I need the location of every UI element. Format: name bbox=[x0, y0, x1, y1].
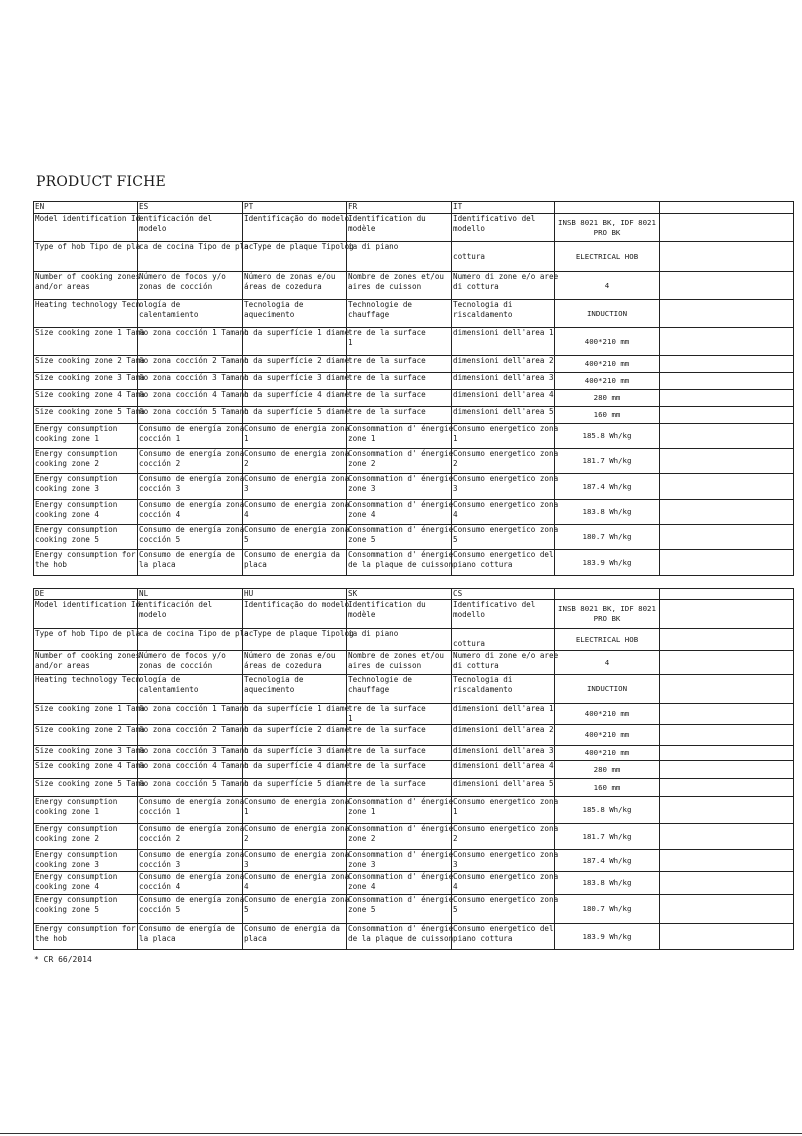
table-row bbox=[34, 424, 794, 449]
label-cell: ño zona cocción 5 Tamanh bbox=[138, 407, 243, 424]
label-cell: Número de zonas e/ou áreas de cozedura bbox=[243, 272, 347, 300]
empty-header-cell bbox=[660, 202, 794, 214]
product-fiche-table-top bbox=[33, 201, 794, 576]
language-header-row bbox=[34, 202, 794, 214]
label-cell: dimensioni dell'area 3 bbox=[452, 746, 555, 761]
empty-cell bbox=[660, 373, 794, 390]
label-cell: Energy consumption cooking zone 4 bbox=[34, 500, 138, 525]
table-row bbox=[34, 850, 794, 872]
table-row bbox=[34, 449, 794, 474]
label-cell: o da superfície 4 diamè bbox=[243, 761, 347, 779]
label-cell: o da superfície 3 diamè bbox=[243, 373, 347, 390]
value-cell: 280 mm bbox=[555, 761, 660, 779]
label-cell: Consumo de energía de la placa bbox=[138, 924, 243, 950]
value-cell: 180.7 Wh/kg bbox=[555, 525, 660, 550]
value-cell: 400*210 mm bbox=[555, 373, 660, 390]
empty-cell bbox=[660, 474, 794, 500]
label-cell: tre de la surface bbox=[347, 761, 452, 779]
label-cell: Heating technology Tecn bbox=[34, 300, 138, 328]
page-bottom-rule bbox=[0, 1133, 802, 1134]
label-cell: ca de cocina Tipo de plac bbox=[138, 629, 243, 651]
value-cell: 160 mm bbox=[555, 779, 660, 797]
label-cell: Size cooking zone 3 Tama bbox=[34, 373, 138, 390]
label-cell: dimensioni dell'area 1 bbox=[452, 704, 555, 725]
label-cell: Number of cooking zones and/or areas bbox=[34, 651, 138, 675]
label-cell: Consommation d' énergie zone 3 bbox=[347, 850, 452, 872]
label-cell: Consumo de energía zona cocción 2 bbox=[138, 449, 243, 474]
label-cell: ño zona cocción 1 Tamanh bbox=[138, 704, 243, 725]
label-cell: Consumo energetico del piano cottura bbox=[452, 924, 555, 950]
label-cell: dimensioni dell'area 2 bbox=[452, 356, 555, 373]
table-row bbox=[34, 474, 794, 500]
label-cell: Consumo energetico zona 5 bbox=[452, 525, 555, 550]
label-cell: dimensioni dell'area 4 bbox=[452, 390, 555, 407]
label-cell: Heating technology Tecn bbox=[34, 675, 138, 704]
label-cell: Energy consumption cooking zone 1 bbox=[34, 424, 138, 449]
label-cell: Consumo de energia zona 5 bbox=[243, 525, 347, 550]
value-cell: 185.8 Wh/kg bbox=[555, 797, 660, 824]
label-cell: Number of cooking zones and/or areas bbox=[34, 272, 138, 300]
label-cell: Consumo de energia zona 1 bbox=[243, 797, 347, 824]
table-row bbox=[34, 407, 794, 424]
label-cell: Size cooking zone 4 Tama bbox=[34, 390, 138, 407]
table-row bbox=[34, 373, 794, 390]
empty-cell bbox=[660, 761, 794, 779]
label-cell: Consommation d' énergie zone 5 bbox=[347, 525, 452, 550]
label-cell: Tecnologia di riscaldamento bbox=[452, 300, 555, 328]
label-cell: Identificação do modelo bbox=[243, 600, 347, 629]
label-cell: entificación del modelo bbox=[138, 214, 243, 242]
label-cell: ño zona cocción 3 Tamanh bbox=[138, 373, 243, 390]
empty-header-cell bbox=[660, 589, 794, 600]
label-cell: tre de la surface 1 bbox=[347, 704, 452, 725]
empty-cell bbox=[660, 651, 794, 675]
value-cell: 185.8 Wh/kg bbox=[555, 424, 660, 449]
label-cell: dimensioni dell'area 5 bbox=[452, 779, 555, 797]
label-cell: Tecnologia di riscaldamento bbox=[452, 675, 555, 704]
empty-cell bbox=[660, 407, 794, 424]
empty-cell bbox=[660, 725, 794, 746]
value-cell: 4 bbox=[555, 272, 660, 300]
table-row bbox=[34, 390, 794, 407]
label-cell: ca de cocina Tipo de plac bbox=[138, 242, 243, 272]
empty-cell bbox=[660, 214, 794, 242]
empty-header-cell bbox=[555, 202, 660, 214]
empty-cell bbox=[660, 272, 794, 300]
value-cell: 4 bbox=[555, 651, 660, 675]
label-cell: o da superfície 5 diamè bbox=[243, 779, 347, 797]
table-row bbox=[34, 924, 794, 950]
label-cell: ología de calentamiento bbox=[138, 675, 243, 704]
label-cell: Size cooking zone 3 Tama bbox=[34, 746, 138, 761]
empty-cell bbox=[660, 704, 794, 725]
table-row bbox=[34, 525, 794, 550]
label-cell: Energy consumption cooking zone 3 bbox=[34, 850, 138, 872]
label-cell: Número de focos y/o zonas de cocción bbox=[138, 651, 243, 675]
label-cell: Consumo de energia zona 3 bbox=[243, 850, 347, 872]
label-cell: Número de focos y/o zonas de cocción bbox=[138, 272, 243, 300]
empty-cell bbox=[660, 675, 794, 704]
value-cell: 400*210 mm bbox=[555, 725, 660, 746]
table-row bbox=[34, 242, 794, 272]
table-row bbox=[34, 797, 794, 824]
table-row bbox=[34, 746, 794, 761]
label-cell: ño zona cocción 2 Tamanh bbox=[138, 356, 243, 373]
label-cell: tre de la surface bbox=[347, 390, 452, 407]
value-cell: 181.7 Wh/kg bbox=[555, 824, 660, 850]
label-cell: Consumo energetico zona 4 bbox=[452, 500, 555, 525]
label-cell: Consumo de energía zona cocción 3 bbox=[138, 850, 243, 872]
label-cell: a Type de plaque Tipolog bbox=[243, 242, 347, 272]
label-cell: o da superfície 1 diamè bbox=[243, 328, 347, 356]
empty-cell bbox=[660, 850, 794, 872]
table-row bbox=[34, 356, 794, 373]
label-cell: Nombre de zones et/ou aires de cuisson bbox=[347, 651, 452, 675]
empty-cell bbox=[660, 895, 794, 924]
label-cell: Consumo energetico zona 5 bbox=[452, 895, 555, 924]
table-row bbox=[34, 500, 794, 525]
label-cell: Consommation d' énergie zone 4 bbox=[347, 500, 452, 525]
value-cell: INSB 8021 BK, IDF 8021 PRO BK bbox=[555, 214, 660, 242]
table-row bbox=[34, 550, 794, 576]
value-cell: 183.9 Wh/kg bbox=[555, 924, 660, 950]
label-cell: cottura bbox=[452, 242, 555, 272]
label-cell: Consumo de energia zona 4 bbox=[243, 872, 347, 895]
label-cell: Consumo de energía zona cocción 1 bbox=[138, 797, 243, 824]
label-cell: Energy consumption cooking zone 2 bbox=[34, 449, 138, 474]
label-cell: tre de la surface bbox=[347, 779, 452, 797]
empty-cell bbox=[660, 779, 794, 797]
label-cell: Identificativo del modello bbox=[452, 600, 555, 629]
label-cell: Size cooking zone 2 Tama bbox=[34, 725, 138, 746]
label-cell: Consumo energetico zona 1 bbox=[452, 797, 555, 824]
value-cell: 183.8 Wh/kg bbox=[555, 872, 660, 895]
label-cell: Energy consumption for the hob bbox=[34, 924, 138, 950]
language-code: PT bbox=[243, 202, 347, 214]
value-cell: 187.4 Wh/kg bbox=[555, 474, 660, 500]
value-cell: 180.7 Wh/kg bbox=[555, 895, 660, 924]
label-cell: Consumo de energía de la placa bbox=[138, 550, 243, 576]
language-code: IT bbox=[452, 202, 555, 214]
language-code: EN bbox=[34, 202, 138, 214]
label-cell: Energy consumption cooking zone 3 bbox=[34, 474, 138, 500]
empty-cell bbox=[660, 424, 794, 449]
label-cell: tre de la surface bbox=[347, 746, 452, 761]
label-cell: Consumo energetico zona 2 bbox=[452, 449, 555, 474]
value-cell: 187.4 Wh/kg bbox=[555, 850, 660, 872]
label-cell: o da superfície 5 diamè bbox=[243, 407, 347, 424]
value-cell: 160 mm bbox=[555, 407, 660, 424]
empty-cell bbox=[660, 824, 794, 850]
label-cell: Consumo de energia da placa bbox=[243, 550, 347, 576]
empty-cell bbox=[660, 328, 794, 356]
label-cell: dimensioni dell'area 4 bbox=[452, 761, 555, 779]
label-cell: Size cooking zone 5 Tama bbox=[34, 779, 138, 797]
table-row bbox=[34, 214, 794, 242]
label-cell: Consumo de energia zona 2 bbox=[243, 449, 347, 474]
label-cell: ología de calentamiento bbox=[138, 300, 243, 328]
label-cell: Numero di zone e/o aree di cottura bbox=[452, 651, 555, 675]
label-cell: Model identification Id bbox=[34, 214, 138, 242]
table-row bbox=[34, 824, 794, 850]
label-cell: dimensioni dell'area 1 bbox=[452, 328, 555, 356]
label-cell: Consumo de energía zona cocción 4 bbox=[138, 500, 243, 525]
value-cell: INDUCTION bbox=[555, 675, 660, 704]
label-cell: Consumo energetico zona 3 bbox=[452, 474, 555, 500]
label-cell: ño zona cocción 5 Tamanh bbox=[138, 779, 243, 797]
label-cell: tre de la surface 1 bbox=[347, 328, 452, 356]
label-cell: tre de la surface bbox=[347, 725, 452, 746]
label-cell: Identificação do modelo bbox=[243, 214, 347, 242]
label-cell: ia di piano bbox=[347, 629, 452, 651]
label-cell: ia di piano bbox=[347, 242, 452, 272]
label-cell: tre de la surface bbox=[347, 407, 452, 424]
label-cell: Consumo de energía zona cocción 5 bbox=[138, 525, 243, 550]
label-cell: Consumo de energia zona 4 bbox=[243, 500, 347, 525]
value-cell: 183.9 Wh/kg bbox=[555, 550, 660, 576]
table-row bbox=[34, 600, 794, 629]
label-cell: Consumo energetico zona 4 bbox=[452, 872, 555, 895]
label-cell: Technologie de chauffage bbox=[347, 300, 452, 328]
label-cell: Consumo de energía zona cocción 5 bbox=[138, 895, 243, 924]
language-code: ES bbox=[138, 202, 243, 214]
label-cell: Consommation d' énergie de la plaque de cuisson bbox=[347, 550, 452, 576]
label-cell: Size cooking zone 1 Tama bbox=[34, 328, 138, 356]
label-cell: Type of hob Tipo de pla bbox=[34, 242, 138, 272]
value-cell: 400*210 mm bbox=[555, 356, 660, 373]
empty-header-cell bbox=[555, 589, 660, 600]
label-cell: Energy consumption cooking zone 4 bbox=[34, 872, 138, 895]
label-cell: Consumo energetico zona 2 bbox=[452, 824, 555, 850]
empty-cell bbox=[660, 872, 794, 895]
label-cell: o da superfície 1 diamè bbox=[243, 704, 347, 725]
language-code: CS bbox=[452, 589, 555, 600]
label-cell: Consumo de energia zona 1 bbox=[243, 424, 347, 449]
value-cell: 400*210 mm bbox=[555, 746, 660, 761]
table-row bbox=[34, 779, 794, 797]
empty-cell bbox=[660, 525, 794, 550]
label-cell: Consumo energetico zona 1 bbox=[452, 424, 555, 449]
table-row bbox=[34, 761, 794, 779]
label-cell: tre de la surface bbox=[347, 356, 452, 373]
value-cell: ELECTRICAL HOB bbox=[555, 629, 660, 651]
label-cell: Model identification Id bbox=[34, 600, 138, 629]
empty-cell bbox=[660, 356, 794, 373]
product-fiche-table-bottom bbox=[33, 588, 794, 950]
label-cell: o da superfície 4 diamè bbox=[243, 390, 347, 407]
value-cell: 280 mm bbox=[555, 390, 660, 407]
label-cell: Consumo de energía zona cocción 3 bbox=[138, 474, 243, 500]
label-cell: o da superfície 2 diamè bbox=[243, 356, 347, 373]
value-cell: 181.7 Wh/kg bbox=[555, 449, 660, 474]
table-row bbox=[34, 272, 794, 300]
table-row bbox=[34, 895, 794, 924]
table-row bbox=[34, 328, 794, 356]
label-cell: Energy consumption cooking zone 5 bbox=[34, 525, 138, 550]
label-cell: Technologie de chauffage bbox=[347, 675, 452, 704]
label-cell: ño zona cocción 4 Tamanh bbox=[138, 390, 243, 407]
table-row bbox=[34, 872, 794, 895]
label-cell: Identificativo del modello bbox=[452, 214, 555, 242]
value-cell: 183.8 Wh/kg bbox=[555, 500, 660, 525]
label-cell: Consommation d' énergie zone 1 bbox=[347, 424, 452, 449]
label-cell: dimensioni dell'area 5 bbox=[452, 407, 555, 424]
empty-cell bbox=[660, 390, 794, 407]
empty-cell bbox=[660, 550, 794, 576]
label-cell: Consumo de energia zona 5 bbox=[243, 895, 347, 924]
label-cell: ño zona cocción 3 Tamanh bbox=[138, 746, 243, 761]
language-code: SK bbox=[347, 589, 452, 600]
empty-cell bbox=[660, 600, 794, 629]
label-cell: Consommation d' énergie zone 1 bbox=[347, 797, 452, 824]
table-row bbox=[34, 675, 794, 704]
label-cell: Size cooking zone 5 Tama bbox=[34, 407, 138, 424]
label-cell: Consumo de energía zona cocción 4 bbox=[138, 872, 243, 895]
label-cell: Type of hob Tipo de pla bbox=[34, 629, 138, 651]
label-cell: Consumo de energia zona 2 bbox=[243, 824, 347, 850]
label-cell: dimensioni dell'area 2 bbox=[452, 725, 555, 746]
label-cell: ño zona cocción 2 Tamanh bbox=[138, 725, 243, 746]
value-cell: INDUCTION bbox=[555, 300, 660, 328]
table-row bbox=[34, 725, 794, 746]
empty-cell bbox=[660, 300, 794, 328]
label-cell: dimensioni dell'area 3 bbox=[452, 373, 555, 390]
label-cell: Energy consumption for the hob bbox=[34, 550, 138, 576]
table-row bbox=[34, 704, 794, 725]
label-cell: o da superfície 3 diamè bbox=[243, 746, 347, 761]
language-code: NL bbox=[138, 589, 243, 600]
label-cell: ño zona cocción 4 Tamanh bbox=[138, 761, 243, 779]
footnote: * CR 66/2014 bbox=[34, 955, 92, 964]
label-cell: Consommation d' énergie zone 4 bbox=[347, 872, 452, 895]
label-cell: Size cooking zone 4 Tama bbox=[34, 761, 138, 779]
label-cell: Energy consumption cooking zone 5 bbox=[34, 895, 138, 924]
table-row bbox=[34, 300, 794, 328]
language-code: FR bbox=[347, 202, 452, 214]
label-cell: Número de zonas e/ou áreas de cozedura bbox=[243, 651, 347, 675]
value-cell: ELECTRICAL HOB bbox=[555, 242, 660, 272]
language-header-row bbox=[34, 589, 794, 600]
label-cell: entificación del modelo bbox=[138, 600, 243, 629]
label-cell: Consommation d' énergie zone 3 bbox=[347, 474, 452, 500]
label-cell: Tecnologia de aquecimento bbox=[243, 300, 347, 328]
empty-cell bbox=[660, 629, 794, 651]
label-cell: Consommation d' énergie zone 2 bbox=[347, 449, 452, 474]
label-cell: Consommation d' énergie zone 2 bbox=[347, 824, 452, 850]
label-cell: Consumo de energia da placa bbox=[243, 924, 347, 950]
table-row bbox=[34, 629, 794, 651]
label-cell: o da superfície 2 diamè bbox=[243, 725, 347, 746]
label-cell: Nombre de zones et/ou aires de cuisson bbox=[347, 272, 452, 300]
empty-cell bbox=[660, 242, 794, 272]
label-cell: a Type de plaque Tipolog bbox=[243, 629, 347, 651]
label-cell: Identification du modèle bbox=[347, 214, 452, 242]
table-row bbox=[34, 651, 794, 675]
empty-cell bbox=[660, 924, 794, 950]
label-cell: Tecnologia de aquecimento bbox=[243, 675, 347, 704]
value-cell: 400*210 mm bbox=[555, 704, 660, 725]
label-cell: tre de la surface bbox=[347, 373, 452, 390]
label-cell: Size cooking zone 2 Tama bbox=[34, 356, 138, 373]
label-cell: Energy consumption cooking zone 2 bbox=[34, 824, 138, 850]
label-cell: Consommation d' énergie zone 5 bbox=[347, 895, 452, 924]
label-cell: Consommation d' énergie de la plaque de cuisson bbox=[347, 924, 452, 950]
label-cell: Consumo de energia zona 3 bbox=[243, 474, 347, 500]
empty-cell bbox=[660, 449, 794, 474]
label-cell: Identification du modèle bbox=[347, 600, 452, 629]
label-cell: Consumo de energía zona cocción 1 bbox=[138, 424, 243, 449]
language-code: DE bbox=[34, 589, 138, 600]
language-code: HU bbox=[243, 589, 347, 600]
value-cell: 400*210 mm bbox=[555, 328, 660, 356]
empty-cell bbox=[660, 797, 794, 824]
label-cell: Size cooking zone 1 Tama bbox=[34, 704, 138, 725]
value-cell: INSB 8021 BK, IDF 8021 PRO BK bbox=[555, 600, 660, 629]
empty-cell bbox=[660, 500, 794, 525]
label-cell: Consumo energetico zona 3 bbox=[452, 850, 555, 872]
label-cell: cottura bbox=[452, 629, 555, 651]
label-cell: Consumo energetico del piano cottura bbox=[452, 550, 555, 576]
label-cell: ño zona cocción 1 Tamanh bbox=[138, 328, 243, 356]
empty-cell bbox=[660, 746, 794, 761]
label-cell: Energy consumption cooking zone 1 bbox=[34, 797, 138, 824]
label-cell: Consumo de energía zona cocción 2 bbox=[138, 824, 243, 850]
label-cell: Numero di zone e/o aree di cottura bbox=[452, 272, 555, 300]
page-title: PRODUCT FICHE bbox=[36, 174, 166, 190]
